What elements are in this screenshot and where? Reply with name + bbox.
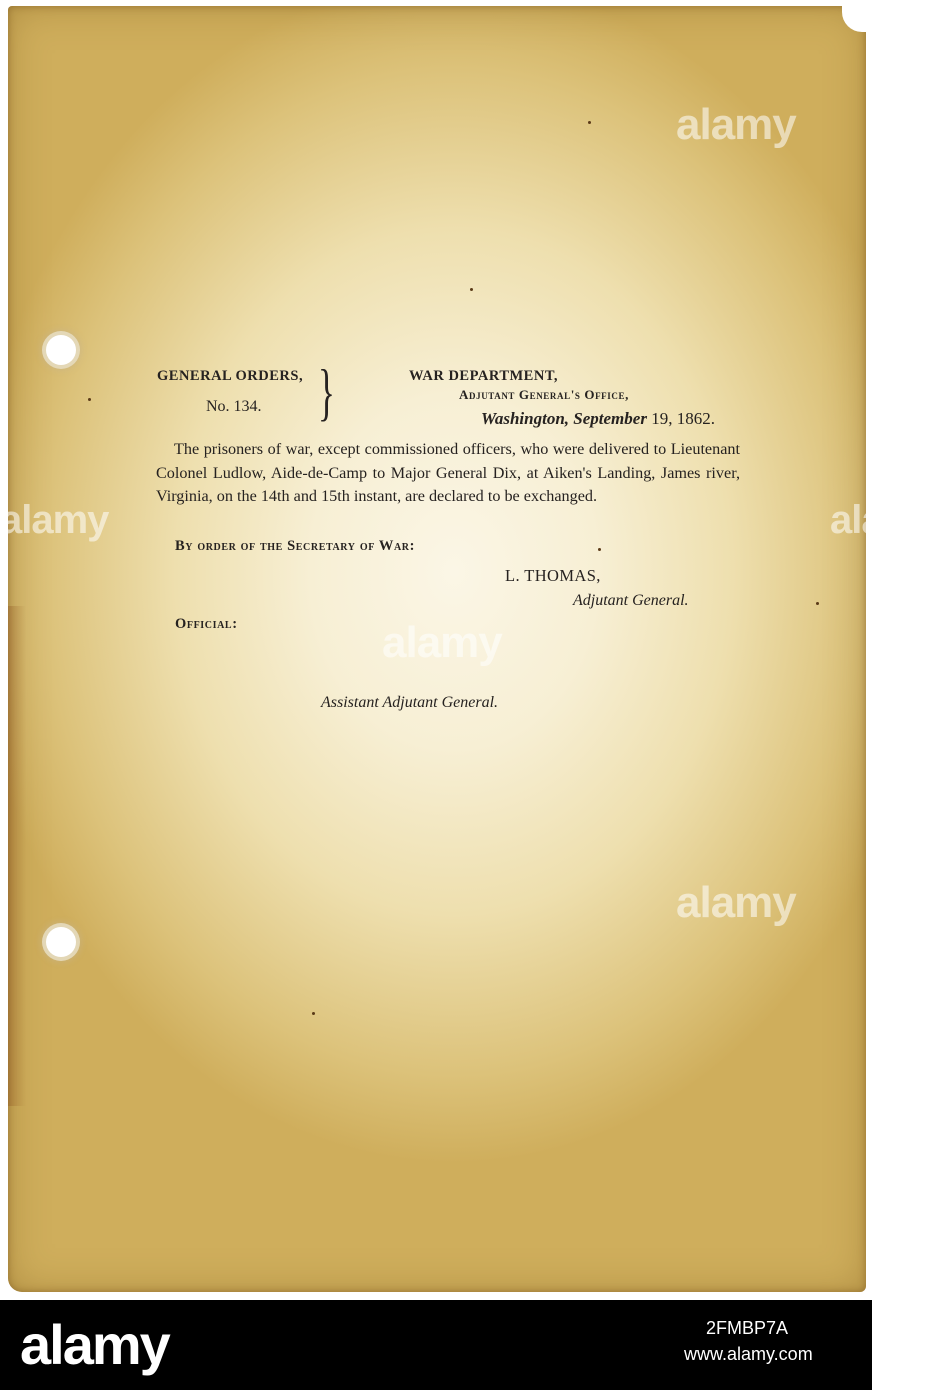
office-name: Adjutant General's Office,: [459, 387, 629, 402]
curly-brace-icon: }: [318, 356, 335, 427]
dateline-place: Washington,: [481, 409, 570, 428]
ink-speck: [588, 121, 591, 124]
assistant-adjutant-title: Assistant Adjutant General.: [321, 694, 499, 711]
ink-speck: [312, 1012, 315, 1015]
footer-logo: alamy: [20, 1313, 169, 1376]
ink-speck: [816, 602, 819, 605]
footer-url: www.alamy.com: [684, 1344, 813, 1364]
watermark: alamy: [830, 498, 938, 542]
department-name: WAR DEPARTMENT,: [409, 368, 559, 384]
general-orders-title: GENERAL ORDERS,: [157, 368, 304, 384]
official-label: Official:: [175, 616, 238, 632]
dateline-month: September: [573, 409, 647, 428]
watermark: alamy: [676, 878, 796, 927]
dateline-day-year: 19, 1862.: [651, 409, 715, 428]
punch-hole-top: [46, 335, 76, 365]
dateline: [481, 409, 715, 429]
ink-speck: [470, 288, 473, 291]
signer-title: Adjutant General.: [573, 592, 689, 609]
footer-image-id: 2FMBP7A: [706, 1318, 789, 1338]
watermark: alamy: [0, 498, 109, 542]
ink-speck: [88, 398, 91, 401]
watermark: alamy: [382, 618, 502, 667]
punch-hole-bottom: [46, 927, 76, 957]
order-body-paragraph: The prisoners of war, except commissioned officers, who were delivered to Lieutenant Colonel Ludlow, Aide-de-Camp to Major General Dix, at Aiken's Landing, James river, Virginia, on the 14th and 15th instant, are declared to be exchanged.: [156, 440, 740, 505]
by-order-line: By order of the Secretary of War:: [175, 538, 416, 554]
edge-stain: [8, 606, 26, 1106]
ink-speck: [598, 548, 601, 551]
order-number: No. 134.: [206, 398, 262, 415]
watermark: alamy: [676, 100, 796, 149]
torn-corner: [842, 6, 866, 32]
signer-name: L. THOMAS,: [505, 566, 601, 585]
